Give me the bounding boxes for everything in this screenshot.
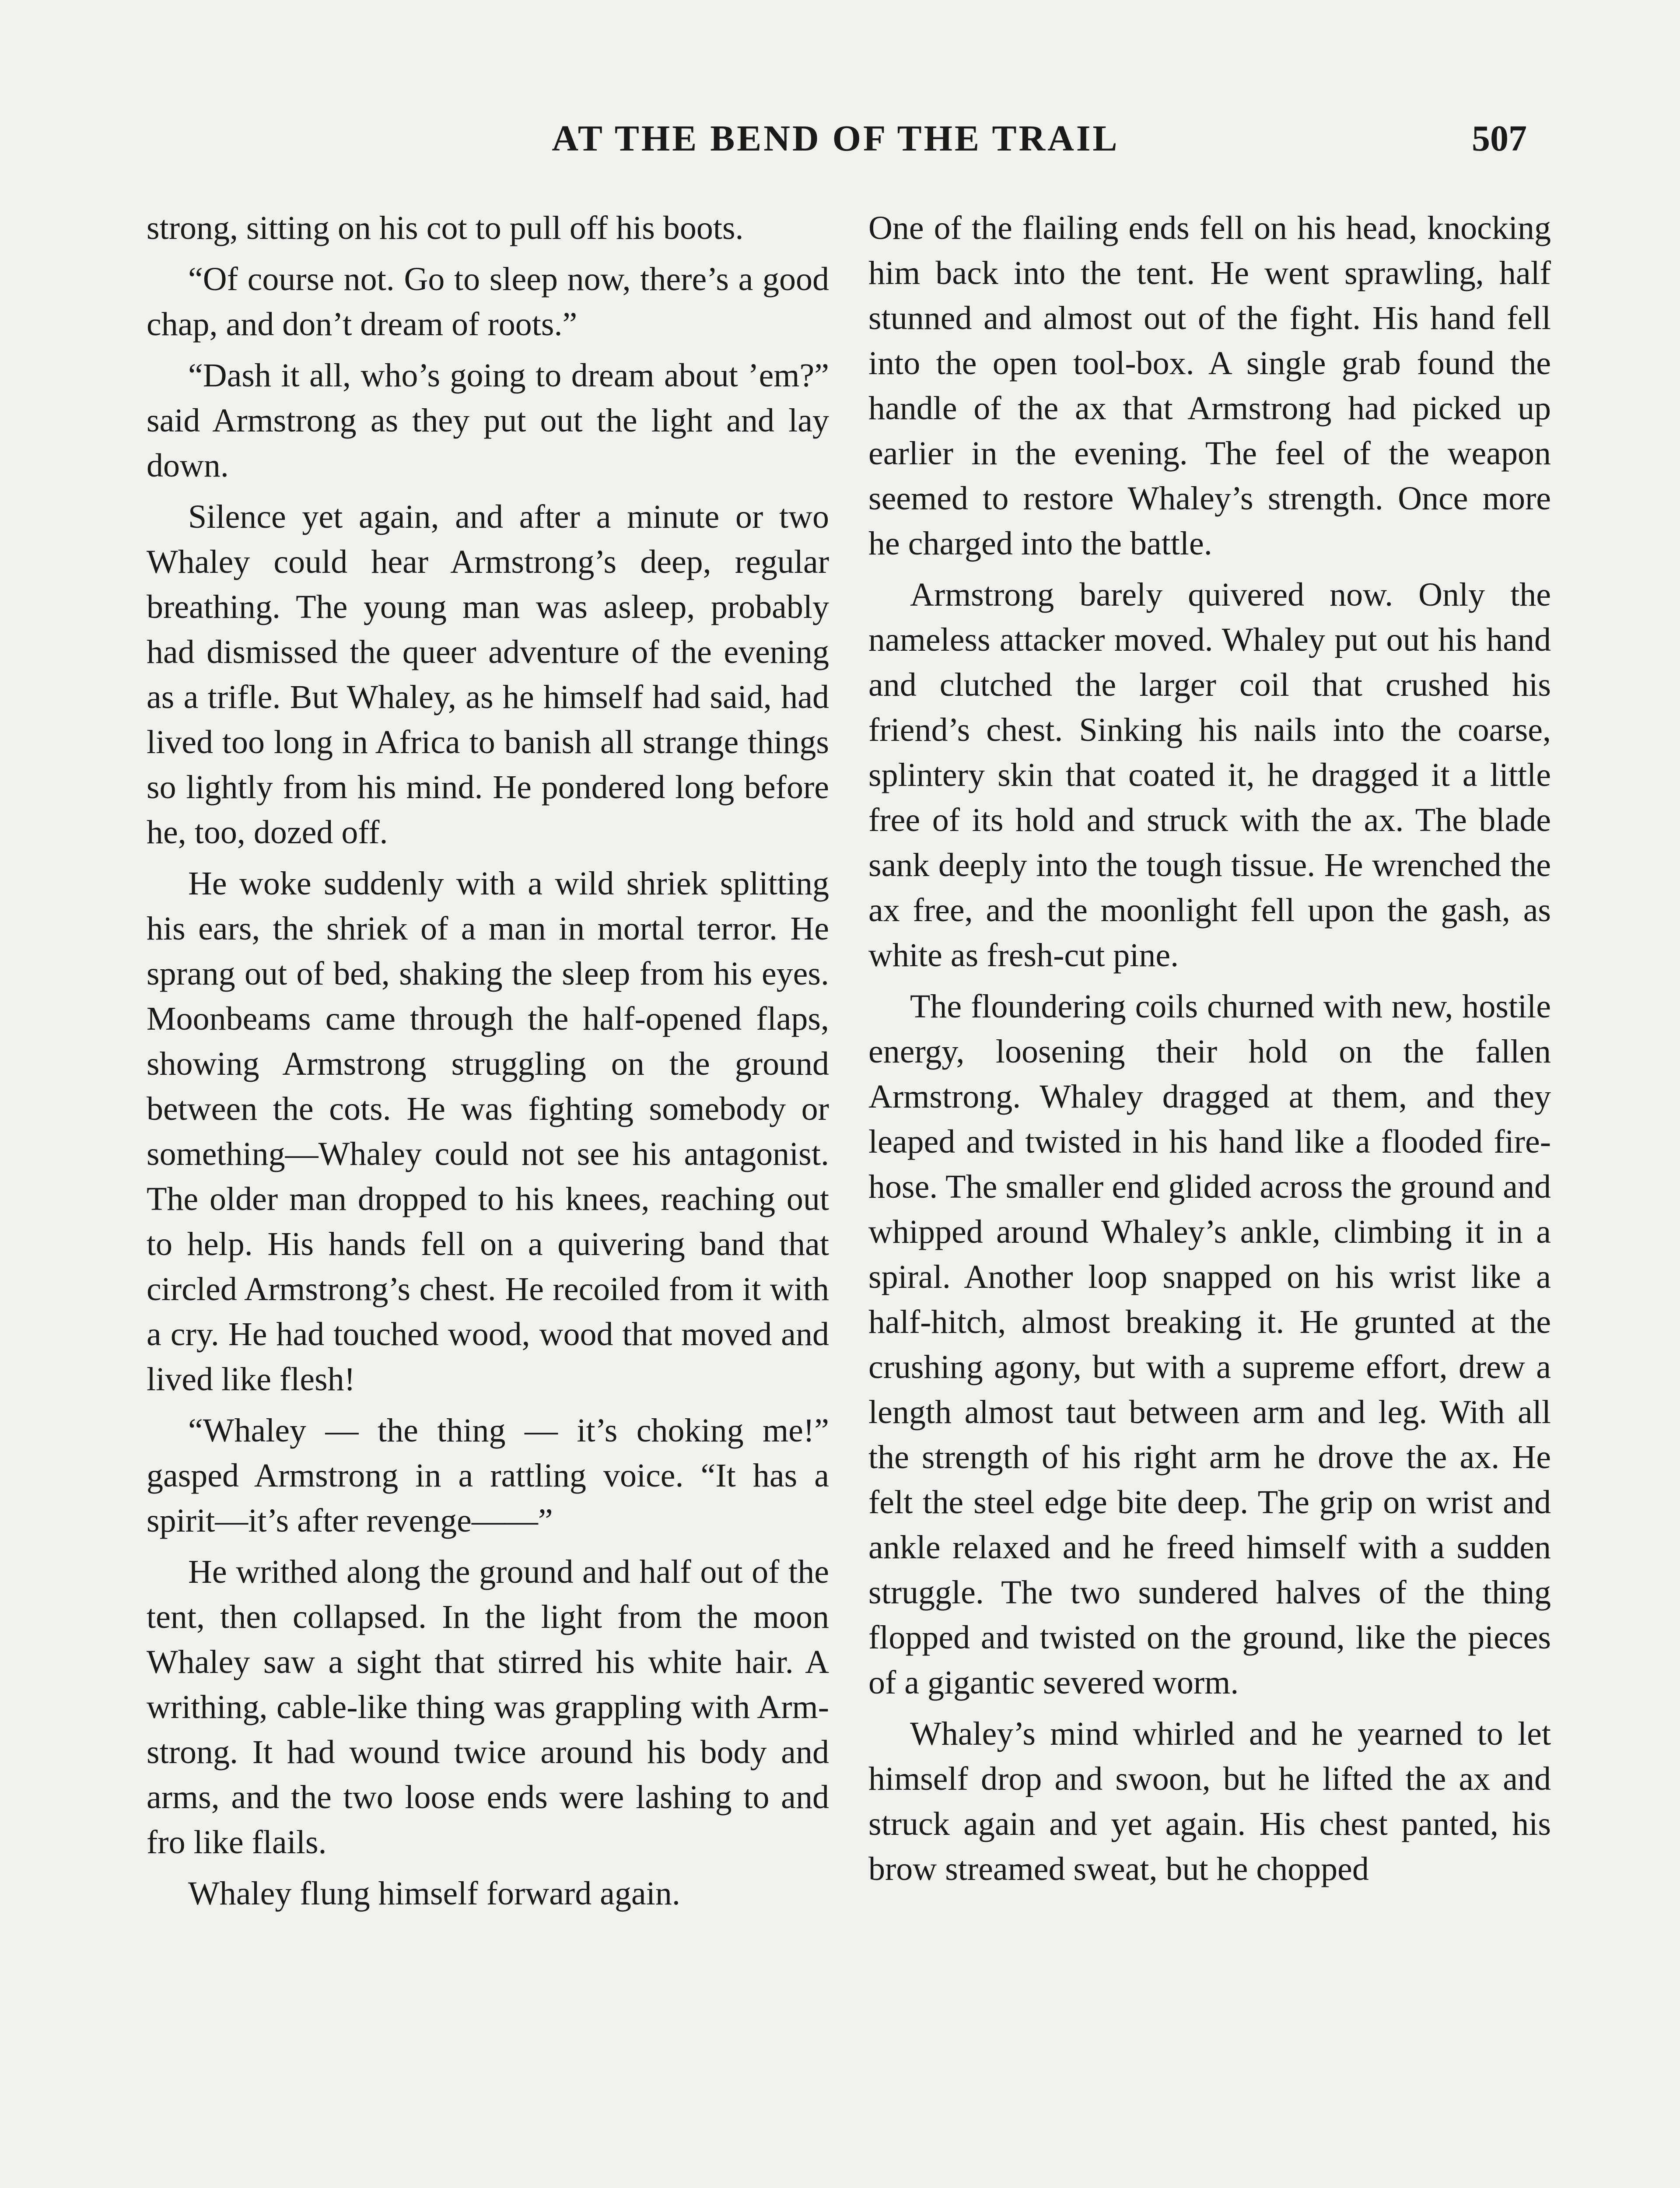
paragraph: Whaley’s mind whirled and he yearned to let himself drop and swoon, but he lifted the ax and struck again and yet again. His chest panted, his brow streamed sweat, but he chopped — [868, 1715, 1551, 1887]
paragraph: strong, sitting on his cot to pull off his boots. — [147, 210, 744, 246]
paragraph: “Whaley — the thing — it’s choking me!” gasped Armstrong in a rattling voice. “It has a spirit—it’s after revenge——” — [147, 1412, 829, 1539]
paragraph: “Of course not. Go to sleep now, there’s a good chap, and don’t dream of roots.” — [147, 261, 829, 343]
paragraph: He writhed along the ground and half out of the tent, then collapsed. In the light from the moon Whaley saw a sight that stirred his white hair. A writhing, cable-like thing was grappling with Armstrong. It had wound twice around his body and arms, and the two loose ends were lashing to and fro like flails. — [147, 1553, 829, 1861]
page-title: AT THE BEND OF THE TRAIL — [552, 118, 1120, 159]
paragraph: He woke suddenly with a wild shriek splitting his ears, the shriek of a man in mortal terror. He sprang out of bed, shaking the sleep from his eyes. Moonbeams came through the half-opened flaps, showing Armstrong struggling on the ground between the cots. He was fighting somebody or something—Whaley could not see his antagonist. The older man dropped to his knees, reaching out to help. His hands fell on a quivering band that circled Armstrong’s chest. He recoiled from it with a cry. He had touched wood, wood that moved and lived like flesh! — [147, 865, 829, 1398]
left-column — [147, 206, 829, 1922]
paragraph: Armstrong barely quivered now. Only the nameless attacker moved. Whaley put out his hand and clutched the larger coil that crushed his friend’s chest. Sinking his nails into the coarse, splintery skin that coated it, he dragged it a little free of its hold and struck with the ax. The blade sank deeply into the tough tissue. He wrenched the ax free, and the moonlight fell upon the gash, as white as fresh-cut pine. — [868, 576, 1551, 974]
running-head — [144, 117, 1527, 165]
paragraph: Whaley flung himself forward again. — [188, 1875, 680, 1912]
paragraph: Silence yet again, and after a minute or two Whaley could hear Armstrong’s deep, regular breathing. The young man was asleep, probably had dismissed the queer adventure of the evening as a trifle. But Whaley, as he himself had said, had lived too long in Africa to banish all strange things so lightly from his mind. He pondered long before he, too, dozed off. — [147, 498, 829, 851]
page-number: 507 — [1472, 118, 1527, 159]
paragraph: The floundering coils churned with new, hostile energy, loosening their hold on the fallen Armstrong. Whaley dragged at them, and they leaped and twisted in his hand like a flooded firehose. The smaller end glided across the ground and whipped around Whaley’s ankle, climbing it in a spiral. Another loop snapped on his wrist like a half-hitch, almost breaking it. He grunted at the crushing agony, but with a supreme effort, drew a length almost taut between arm and leg. With all the strength of his right arm he drove the ax. He felt the steel edge bite deep. The grip on wrist and ankle relaxed and he freed himself with a sudden struggle. The two sundered halves of the thing flopped and twisted on the ground, like the pieces of a gigantic severed worm. — [868, 988, 1551, 1701]
paragraph: “Dash it all, who’s going to dream about ’em?” said Armstrong as they put out the light and lay down. — [147, 357, 829, 484]
paragraph: One of the flailing ends fell on his head, knocking him back into the tent. He went sprawling, half stunned and almost out of the fight. His hand fell into the open tool-box. A single grab found the handle of the ax that Armstrong had picked up earlier in the evening. The feel of the weapon seemed to restore Whaley’s strength. Once more he charged into the battle. — [868, 210, 1551, 562]
right-column — [868, 206, 1551, 1898]
